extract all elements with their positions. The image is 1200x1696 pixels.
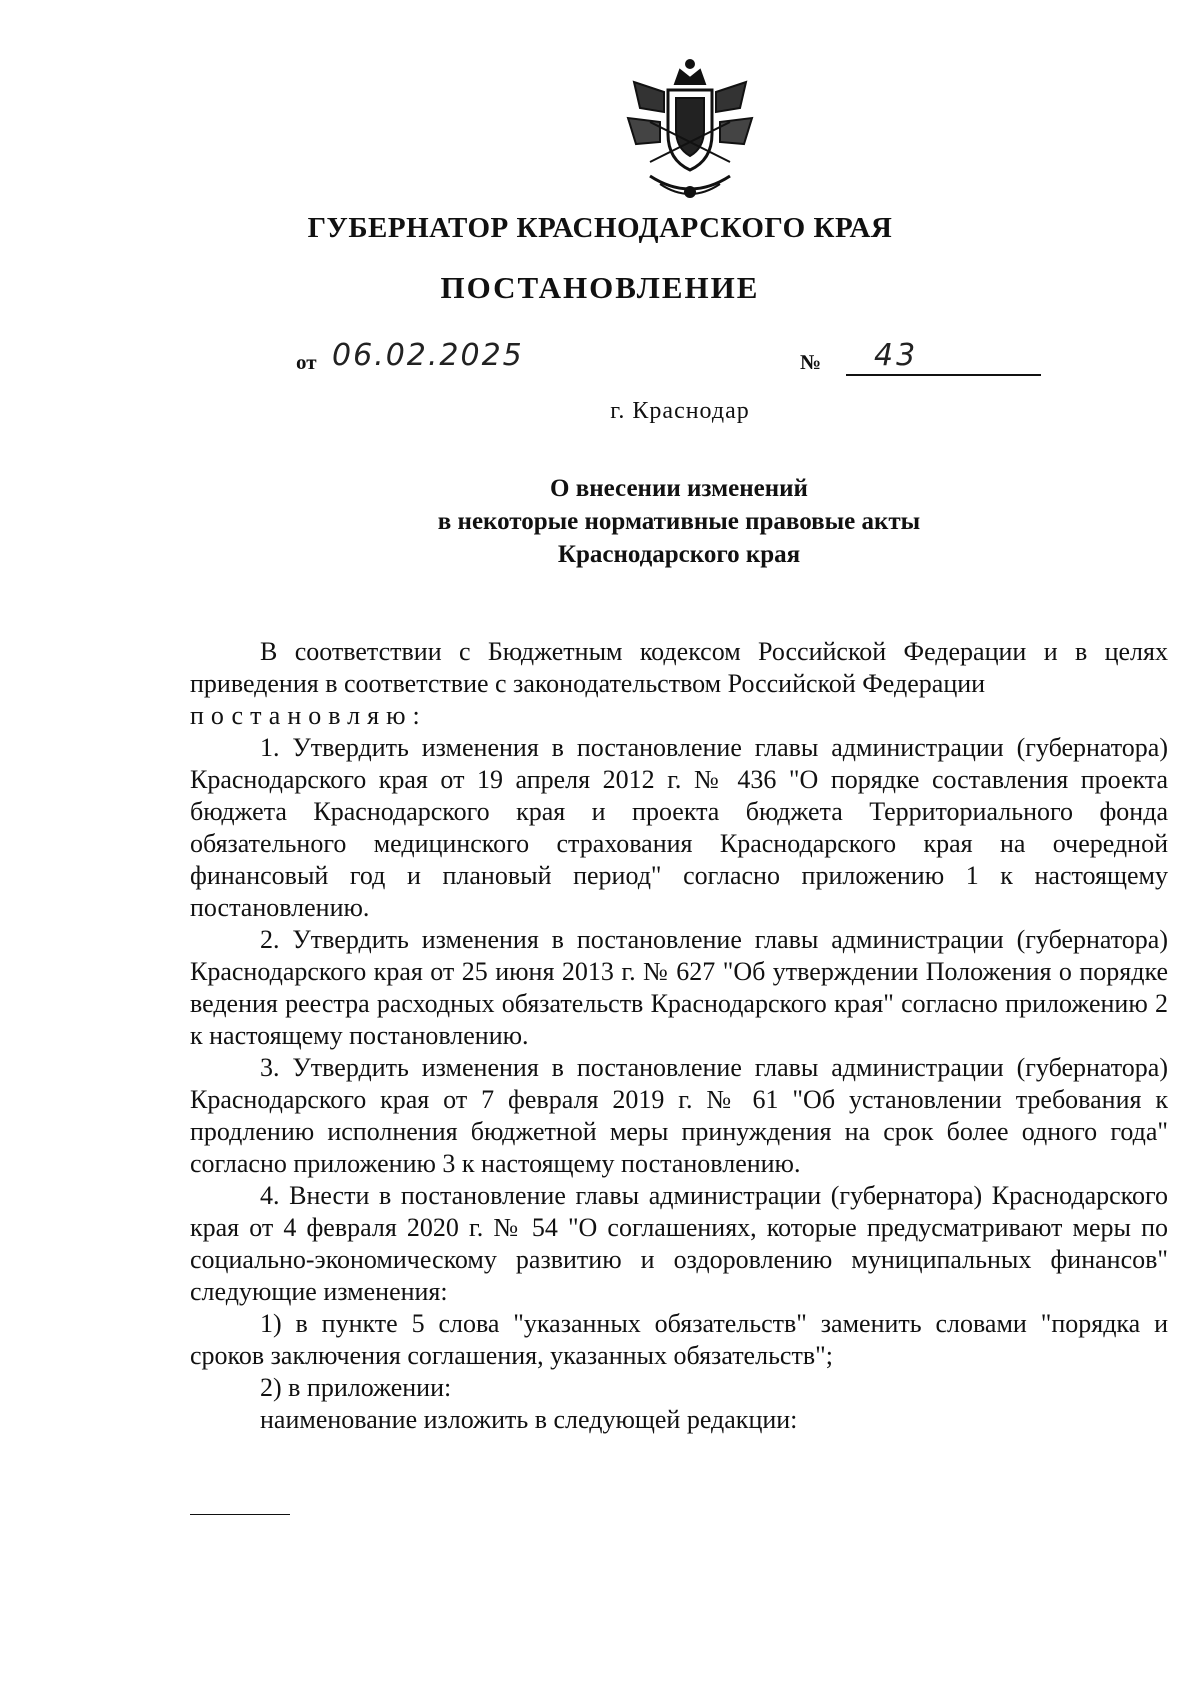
title-line: в некоторые нормативные правовые акты [437, 508, 921, 535]
item-3: 3. Утвердить изменения в постановление главы администрации (губернатора) Краснодарского края от 7 февраля 2019 г. № 61 "Об установлении требования к продлению исполнения бюджетной меры принуждения на срок более одного года" согласно приложению 3 к настоящему постановлению. [190, 1053, 1168, 1178]
item-4-subitem-1: 1) в пункте 5 слова "указанных обязательств" заменить словами "порядка и сроков заключения соглашения, указанных обязательств"; [190, 1309, 1168, 1370]
title-line: О внесении изменений [550, 475, 808, 502]
preamble: В соответствии с Бюджетным кодексом Российской Федерации и в целях приведения в соответствие с законодательством Российской Федерации [190, 637, 1168, 698]
item-2: 2. Утвердить изменения в постановление главы администрации (губернатора) Краснодарского края от 25 июня 2013 г. № 627 "Об утверждении Положения о порядке ведения реестра расходных обязательств Краснодарского края" согласно приложению 2 к настоящему постановлению. [190, 925, 1168, 1050]
title-line: Краснодарского края [557, 541, 801, 568]
item-4-subitem-2: 2) в приложении: [260, 1373, 452, 1402]
item-4: 4. Внести в постановление главы администрации (губернатора) Краснодарского края от 4 февраля 2020 г. № 54 "О соглашениях, которые предусматривают меры по социально-экономическому развитию и оздоровлению муниципальных финансов" следующие изменения: [190, 1181, 1168, 1306]
number-label: № [800, 350, 822, 374]
footnote-separator [190, 1514, 290, 1515]
handwritten-date: 06.02.2025 [332, 338, 524, 373]
document-body [190, 636, 1168, 1436]
date-label: от [296, 350, 317, 374]
issuing-authority: ГУБЕРНАТОР КРАСНОДАРСКОГО КРАЯ [307, 212, 893, 244]
item-1: 1. Утвердить изменения в постановление главы администрации (губернатора) Краснодарского края от 19 апреля 2012 г. № 436 "О порядке составления проекта бюджета Краснодарского края и проекта бюджета Территориального фонда обязательного медицинского страхования Краснодарского края на очередной финансовый год и плановый период" согласно приложению 1 к настоящему постановлению. [190, 733, 1168, 922]
date-number-row [296, 338, 1056, 382]
city: г. Краснодар [610, 398, 750, 424]
item-4-subitem-2-text: наименование изложить в следующей редакции: [260, 1405, 798, 1434]
coat-of-arms-icon [620, 52, 760, 208]
document-type: ПОСТАНОВЛЕНИЕ [440, 270, 760, 305]
handwritten-number: 43 [874, 338, 919, 373]
document-title [0, 472, 1200, 571]
number-underline [846, 374, 1041, 376]
decree-word: постановляю: [190, 701, 427, 730]
